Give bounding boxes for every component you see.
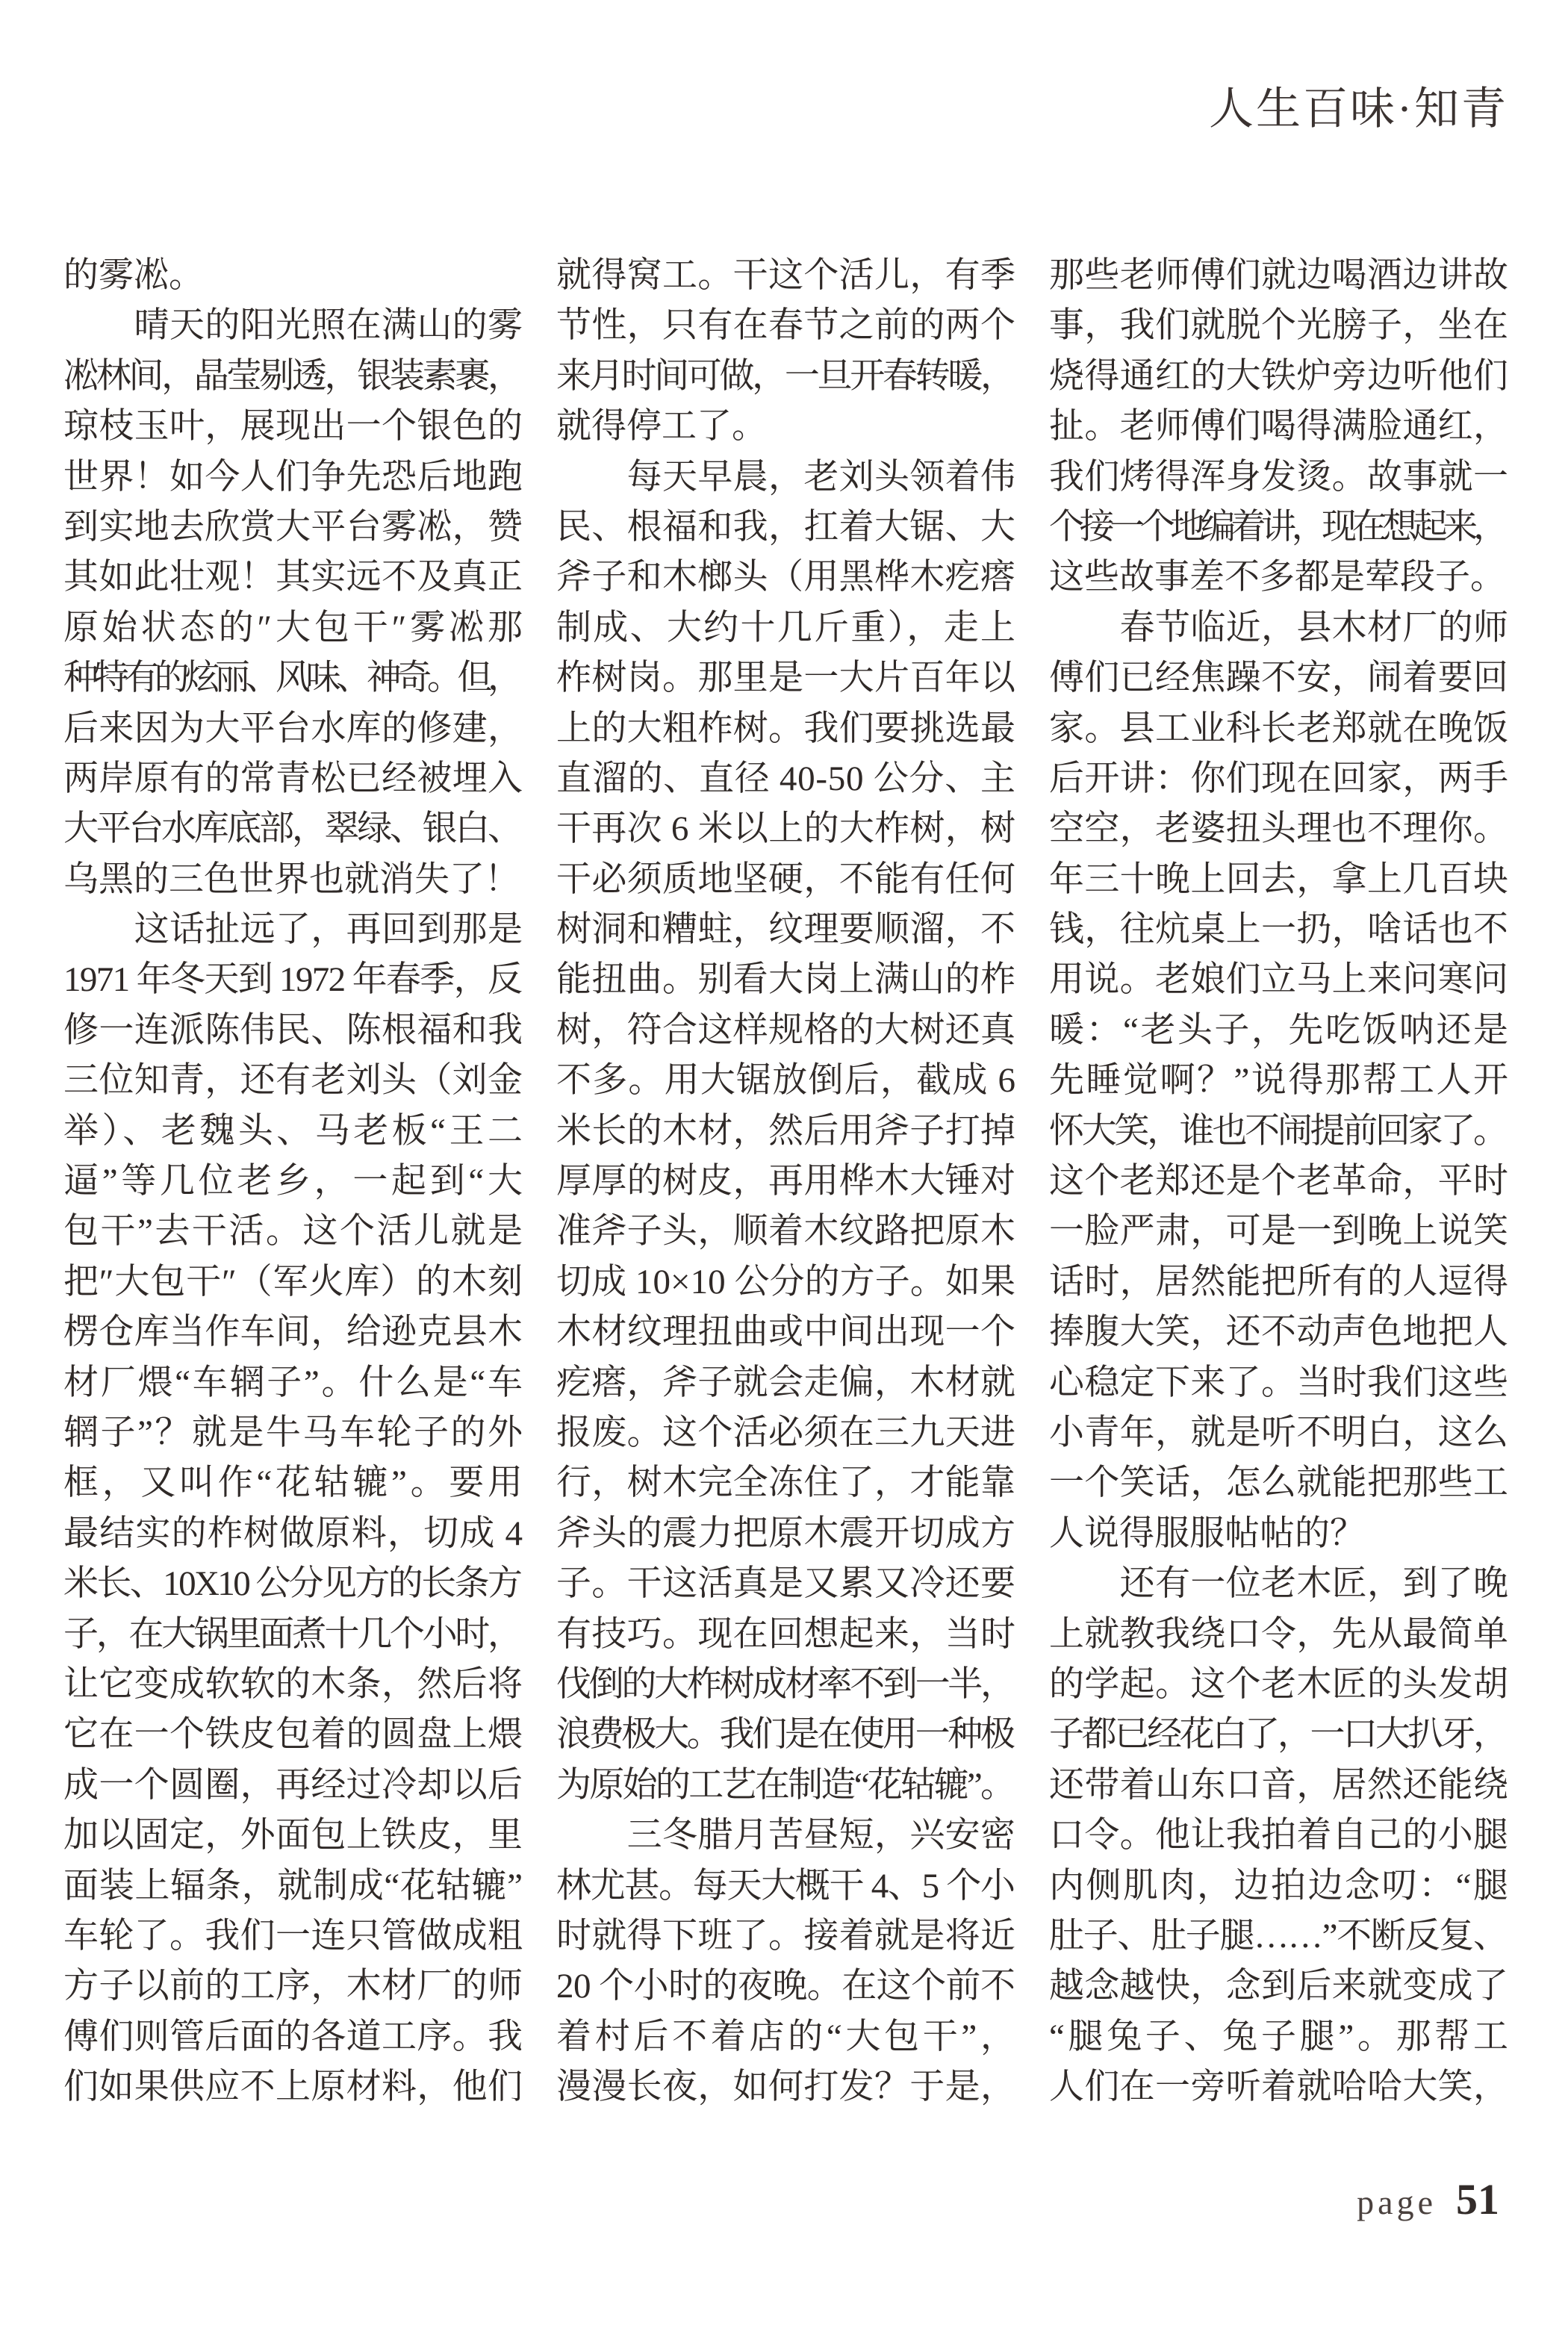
text-line: 斧头的震力把原木震开切成方 (556, 1513, 1016, 1553)
text-line: 子。干这活真是又累又冷还要 (556, 1564, 1016, 1604)
text-line: 漫漫长夜，如何打发？于是， (556, 2068, 1016, 2107)
text-line: 来月时间可做，一旦开春转暖， (556, 356, 1013, 396)
text-line: 20 个小时的夜晚。在这个前不 (556, 1967, 1015, 2006)
page-footer (1357, 2174, 1499, 2224)
text-line: 楞仓库当作车间，给逊克县木 (63, 1313, 523, 1352)
text-line: 框，又叫作“花轱辘”。要用 (63, 1463, 526, 1503)
text-line: 把″大包干″（军火库）的木刻 (63, 1262, 523, 1301)
text-line: 方子以前的工序，木材厂的师 (63, 1967, 523, 2006)
text-line: 内侧肌肉，边拍边念叨：“腿 (1049, 1866, 1511, 1905)
section-title: 人生百味·知青 (1209, 84, 1508, 134)
text-line: 三冬腊月苦昼短，兴安密 (556, 1816, 1016, 1855)
text-line: 修一连派陈伟民、陈根福和我 (63, 1010, 523, 1050)
text-line: 一脸严肃，可是一到晚上说笑 (1049, 1212, 1509, 1251)
text-line: 浪费极大。我们是在使用一种极 (556, 1715, 1013, 1755)
text-line: 人说得服服帖帖的？ (1049, 1513, 1365, 1553)
text-line: “腿兔子、兔子腿”。那帮工 (1049, 2017, 1512, 2056)
text-line: 事，我们就脱个光膀子，坐在 (1049, 306, 1509, 346)
text-line: 树，符合这样规格的大树还真 (556, 1010, 1016, 1050)
text-line: 不多。用大锯放倒后，截成 6 (556, 1061, 1017, 1101)
text-line: 一个笑话，怎么就能把那些工 (1049, 1463, 1509, 1503)
text-line: 那些老师傅们就边喝酒边讲故 (1049, 256, 1509, 295)
text-line: 让它变成软软的木条，然后将 (63, 1664, 523, 1704)
text-line: 个接一个地编着讲，现在想起来， (1049, 507, 1504, 547)
text-line: 话时，居然能把所有的人逗得 (1049, 1262, 1509, 1301)
text-line: 报废。这个活必须在三九天进 (556, 1413, 1016, 1452)
text-line: 们如果供应不上原材料，他们 (63, 2068, 523, 2107)
text-line: 厚厚的树皮，再用桦木大锤对 (556, 1162, 1016, 1201)
text-line: 春节临近，县木材厂的师 (1049, 608, 1509, 647)
text-line: 树洞和糟蛀，纹理要顺溜，不 (556, 910, 1016, 950)
text-line: 行，树木完全冻住了，才能靠 (556, 1463, 1016, 1503)
text-line: 斧子和木榔头（用黑桦木疙瘩 (556, 558, 1016, 597)
text-line: 最结实的柞树做原料，切成 4 (63, 1513, 524, 1553)
text-line: 成一个圆圈，再经过冷却以后 (63, 1765, 523, 1805)
text-line: 捧腹大笑，还不动声色地把人 (1049, 1313, 1509, 1352)
text-line: 口令。他让我拍着自己的小腿 (1049, 1816, 1509, 1855)
text-column-3 (1049, 251, 1512, 2112)
text-line: 逼”等几位老乡，一起到“大 (63, 1162, 526, 1201)
text-line: 节性，只有在春节之前的两个 (556, 306, 1016, 346)
text-line: 干再次 6 米以上的大柞树，树 (556, 809, 1016, 849)
text-line: 包干”去干活。这个活儿就是 (63, 1212, 525, 1251)
text-line: 切成 10×10 公分的方子。如果 (556, 1262, 1016, 1301)
text-line: 为原始的工艺在制造“花轱辘”。 (556, 1765, 1014, 1805)
text-line: 小青年，就是听不明白，这么 (1049, 1413, 1509, 1452)
footer-page-label: page (1357, 2183, 1437, 2221)
text-line: 还有一位老木匠，到了晚 (1049, 1564, 1509, 1604)
text-line: 琼枝玉叶，展现出一个银色的 (63, 407, 523, 447)
text-line: 直溜的、直径 40-50 公分、主 (556, 759, 1016, 798)
text-line: 就得停工了。 (556, 407, 767, 447)
text-line: 傅们已经焦躁不安，闹着要回 (1049, 659, 1509, 698)
text-line: 后来因为大平台水库的修建， (63, 709, 523, 748)
text-line: 其如此壮观！其实远不及真正 (63, 558, 523, 597)
text-line: 心稳定下来了。当时我们这些 (1049, 1363, 1509, 1402)
text-line: 这些故事差不多都是荤段子。 (1049, 558, 1505, 597)
text-line: 柞树岗。那里是一大片百年以 (556, 659, 1016, 698)
text-line: 材厂煨“车辋子”。什么是“车 (63, 1363, 525, 1402)
text-line: 着村后不着店的“大包干”， (556, 2017, 1019, 2056)
article-body (63, 251, 1512, 2112)
text-line: 车轮了。我们一连只管做成粗 (63, 1916, 523, 1956)
text-line: 还带着山东口音，居然还能绕 (1049, 1765, 1509, 1805)
text-line: 就得窝工。干这个活儿，有季 (556, 256, 1016, 295)
text-line: 疙瘩，斧子就会走偏，木材就 (556, 1363, 1016, 1402)
text-line: 越念越快，念到后来就变成了 (1049, 1967, 1509, 2006)
text-line: 每天早晨，老刘头领着伟 (556, 457, 1016, 497)
text-line: 制成、大约十几斤重），走上 (556, 608, 1018, 647)
text-line: 辋子”？就是牛马车轮子的外 (63, 1413, 525, 1452)
text-line: 它在一个铁皮包着的圆盘上煨 (63, 1715, 523, 1755)
text-line: 三位知青，还有老刘头（刘金 (63, 1061, 523, 1101)
text-line: 傅们则管后面的各道工序。我 (63, 2017, 523, 2056)
text-line: 林尤甚。每天大概干 4、5 个小 (556, 1866, 1015, 1905)
text-line: 世界！如今人们争先恐后地跑 (63, 457, 523, 497)
text-line: 暖：“老头子，先吃饭呐还是 (1049, 1010, 1511, 1050)
text-line: 面装上辐条，就制成“花轱辘” (63, 1866, 523, 1905)
text-line: 我们烤得浑身发烫。故事就一 (1049, 457, 1509, 497)
text-line: 大平台水库底部，翠绿、银白、 (63, 809, 520, 849)
text-line: 两岸原有的常青松已经被埋入 (63, 759, 523, 798)
text-line: 用说。老娘们立马上来问寒问 (1049, 960, 1509, 1000)
text-line: 凇林间，晶莹剔透，银装素裹， (63, 356, 520, 396)
text-line: 木材纹理扭曲或中间出现一个 (556, 1313, 1016, 1352)
text-line: 怀大笑，谁也不闹提前回家了。 (1049, 1111, 1506, 1151)
text-line: 钱，往炕桌上一扔，啥话也不 (1049, 910, 1509, 950)
page-header (1209, 73, 1508, 137)
text-line: 伐倒的大柞树成材率不到一半， (556, 1664, 1013, 1704)
text-line: 的学起。这个老木匠的头发胡 (1049, 1664, 1509, 1704)
text-line: 米长的木材，然后用斧子打掉 (556, 1111, 1016, 1151)
text-line: 能扭曲。别看大岗上满山的柞 (556, 960, 1016, 1000)
text-line: 民、根福和我，扛着大锯、大 (556, 507, 1016, 547)
text-line: 举）、老魏头、马老板“王二 (63, 1111, 526, 1151)
text-line: 原始状态的″大包干″雾凇那 (63, 608, 526, 647)
text-line: 后开讲：你们现在回家，两手 (1049, 759, 1509, 798)
text-line: 空空，老婆扭头理也不理你。 (1049, 809, 1509, 849)
text-line: 乌黑的三色世界也就消失了！ (63, 859, 520, 899)
text-line: 子都已经花白了，一口大扒牙， (1049, 1715, 1506, 1755)
text-line: 扯。老师傅们喝得满脸通红， (1049, 407, 1509, 447)
text-line: 种特有的炫丽、风味、神奇。但， (63, 659, 518, 698)
text-line: 时就得下班了。接着就是将近 (556, 1916, 1016, 1956)
text-column-1 (63, 251, 526, 2112)
footer-page-number: 51 (1456, 2175, 1499, 2224)
text-line: 肚子、肚子腿……”不断反复、 (1049, 1916, 1508, 1956)
text-line: 的雾凇。 (63, 256, 204, 295)
text-line: 晴天的阳光照在满山的雾 (63, 306, 523, 346)
text-line: 这个老郑还是个老革命，平时 (1049, 1162, 1509, 1201)
text-line: 人们在一旁听着就哈哈大笑， (1049, 2068, 1509, 2107)
text-line: 干必须质地坚硬，不能有任何 (556, 859, 1016, 899)
text-line: 年三十晚上回去，拿上几百块 (1049, 859, 1509, 899)
text-line: 到实地去欣赏大平台雾凇，赞 (63, 507, 523, 547)
text-line: 家。县工业科长老郑就在晚饭 (1049, 709, 1509, 748)
text-line: 上就教我绕口令，先从最简单 (1049, 1614, 1509, 1654)
text-line: 米长、10X10 公分见方的长条方 (63, 1564, 521, 1604)
text-line: 烧得通红的大铁炉旁边听他们 (1049, 356, 1509, 396)
text-line: 加以固定，外面包上铁皮，里 (63, 1816, 523, 1855)
text-line: 准斧子头，顺着木纹路把原木 (556, 1212, 1016, 1251)
text-column-2 (556, 251, 1019, 2112)
text-line: 先睡觉啊？”说得那帮工人开 (1049, 1061, 1511, 1101)
text-line: 1971 年冬天到 1972 年春季，反 (63, 960, 522, 1000)
text-line: 上的大粗柞树。我们要挑选最 (556, 709, 1016, 748)
text-line: 有技巧。现在回想起来，当时 (556, 1614, 1016, 1654)
text-line: 子，在大锅里面煮十几个小时， (63, 1614, 520, 1654)
text-line: 这话扯远了，再回到那是 (63, 910, 523, 950)
